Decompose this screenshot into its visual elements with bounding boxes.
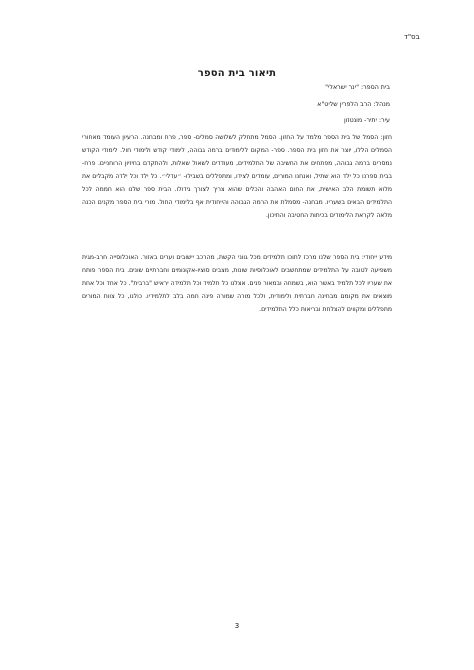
- principal-line: מנהל: הרב הלפרין שליט"א: [317, 101, 390, 108]
- city-line: עיר: יתיר- מונטזון: [343, 117, 390, 124]
- page-title: תיאור בית הספר: [197, 68, 277, 79]
- page-number: 3: [234, 622, 240, 630]
- school-name-line: בית הספר: "ינר ישראלי": [325, 84, 390, 91]
- header-mark: בס"ד: [404, 33, 420, 41]
- unique-info-paragraph: מידע ייחודי: בית הספר שלנו מרכז לתוכו תלמידים מכל גווני הקשת, מהרכב יישובים וערים באזור. האוכלוסייה חרב-מגית משפיעה לטובה על התלמידים שמתחשבים לאוכלוסיות שונות, מצבים סוציו-אקונומים וחברתיים שונים. בית הספר פותח את שעריו לכל תלמיד באשר הוא, בשמחה ובמאור פנים. אצלנו כל תלמיד וכל תלמידה יראיש "ברבית". כל אחד וכל אחת מוצאים את מקומם מבחינה חברתית ולימודית, ולכל מורה שמורה פינה חמה בלב לתלמידיו. כולנו, כל צוות המורים מתפללים ומקווים להצלחת ובריאות כלל התלמידים.: [82, 254, 392, 313]
- vision-paragraph: חזון: הסמל של בית הספר מלמד על החזון. הסמל מתחלק לשלושה סמלים- ספר, פרח ומבחנה. הרעיון העומד מאחורי הסמלים הללו, יוצר את חזון בית הספר. ספר- המקום ללימודים ברמה גבוהה, לימודי קודש ולימודי חול. לימודי הקודש נמסרים ברמה גבוהה, מפתחים את החשיבה של התלמידים, מעודדים לשאול שאלות, ולהתקדם בחיזיון הרוחניים. פרח- בבית ספרנו כל ילד הוא שתיל, ואנחנו המורים, עומדים לצידו, ומתפללים בשבילו- ״עדלי״. כל ילד וכל ילדה מקבלים את מלוא תשומת הלב האישית, את החום האהבה והכלים שהוא צריך לצורך גידולו. הבית ספר שלנו הוא חממה לכל התלמידים הבאים בשעריו. מבחנה- מסמלת את הרמה הגבוהה והייחודית אף בלימודי החול. מורי בית הספר מקנים הכנה מלאה לקראת הלימודים בכיתות החטיבה והתיכון.: [82, 134, 392, 219]
